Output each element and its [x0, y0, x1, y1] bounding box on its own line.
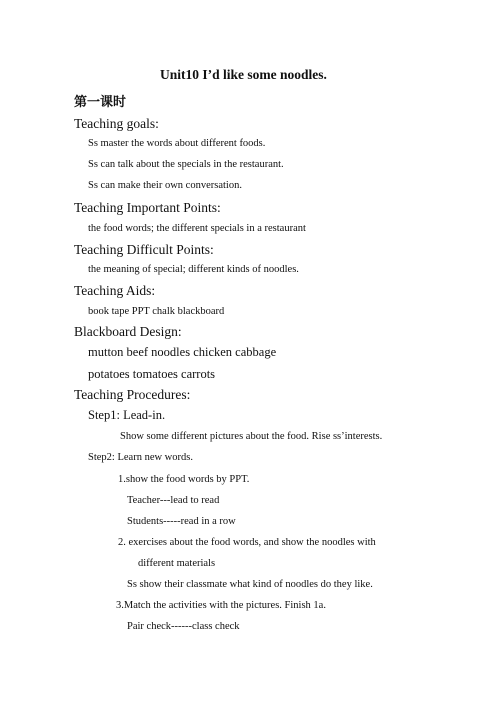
step1-text: Show some different pictures about the food. Rise ss’interests.	[120, 431, 383, 442]
difficult-heading: Teaching Difficult Points:	[74, 242, 214, 257]
difficult-text: the meaning of special; different kinds of noodles.	[88, 264, 299, 275]
aids-text: book tape PPT chalk blackboard	[88, 306, 225, 317]
goal-item: Ss master the words about different foods.	[88, 138, 266, 149]
goal-item: Ss can make their own conversation.	[88, 180, 242, 191]
goal-item: Ss can talk about the specials in the restaurant.	[88, 159, 284, 170]
aids-heading: Teaching Aids:	[74, 283, 156, 298]
step2-item-1a: Teacher---lead to read	[127, 495, 220, 506]
step2-item-3: 3.Match the activities with the pictures. Finish 1a.	[116, 600, 326, 611]
procedures-heading: Teaching Procedures:	[74, 387, 191, 402]
lesson-label: 第一课时	[74, 94, 127, 109]
step2-item-1b: Students-----read in a row	[127, 516, 236, 527]
step1-heading: Step1: Lead-in.	[88, 408, 166, 422]
goals-heading: Teaching goals:	[74, 116, 159, 131]
step2-item-1: 1.show the food words by PPT.	[118, 474, 250, 485]
step2-item-2-cont: different materials	[138, 558, 216, 569]
step2-item-2b: Ss show their classmate what kind of noodles do they like.	[127, 579, 373, 590]
step2-heading: Step2: Learn new words.	[88, 452, 193, 463]
important-text: the food words; the different specials in a restaurant	[88, 223, 306, 234]
blackboard-heading: Blackboard Design:	[74, 324, 182, 339]
important-heading: Teaching Important Points:	[74, 200, 221, 215]
document-title: Unit10 I’d like some noodles.	[160, 67, 327, 82]
step2-item-2: 2. exercises about the food words, and show the noodles with	[118, 537, 376, 548]
blackboard-row-2: potatoes tomatoes carrots	[88, 367, 216, 381]
step2-item-3a: Pair check------class check	[127, 621, 240, 632]
blackboard-row-1: mutton beef noodles chicken cabbage	[88, 345, 277, 359]
